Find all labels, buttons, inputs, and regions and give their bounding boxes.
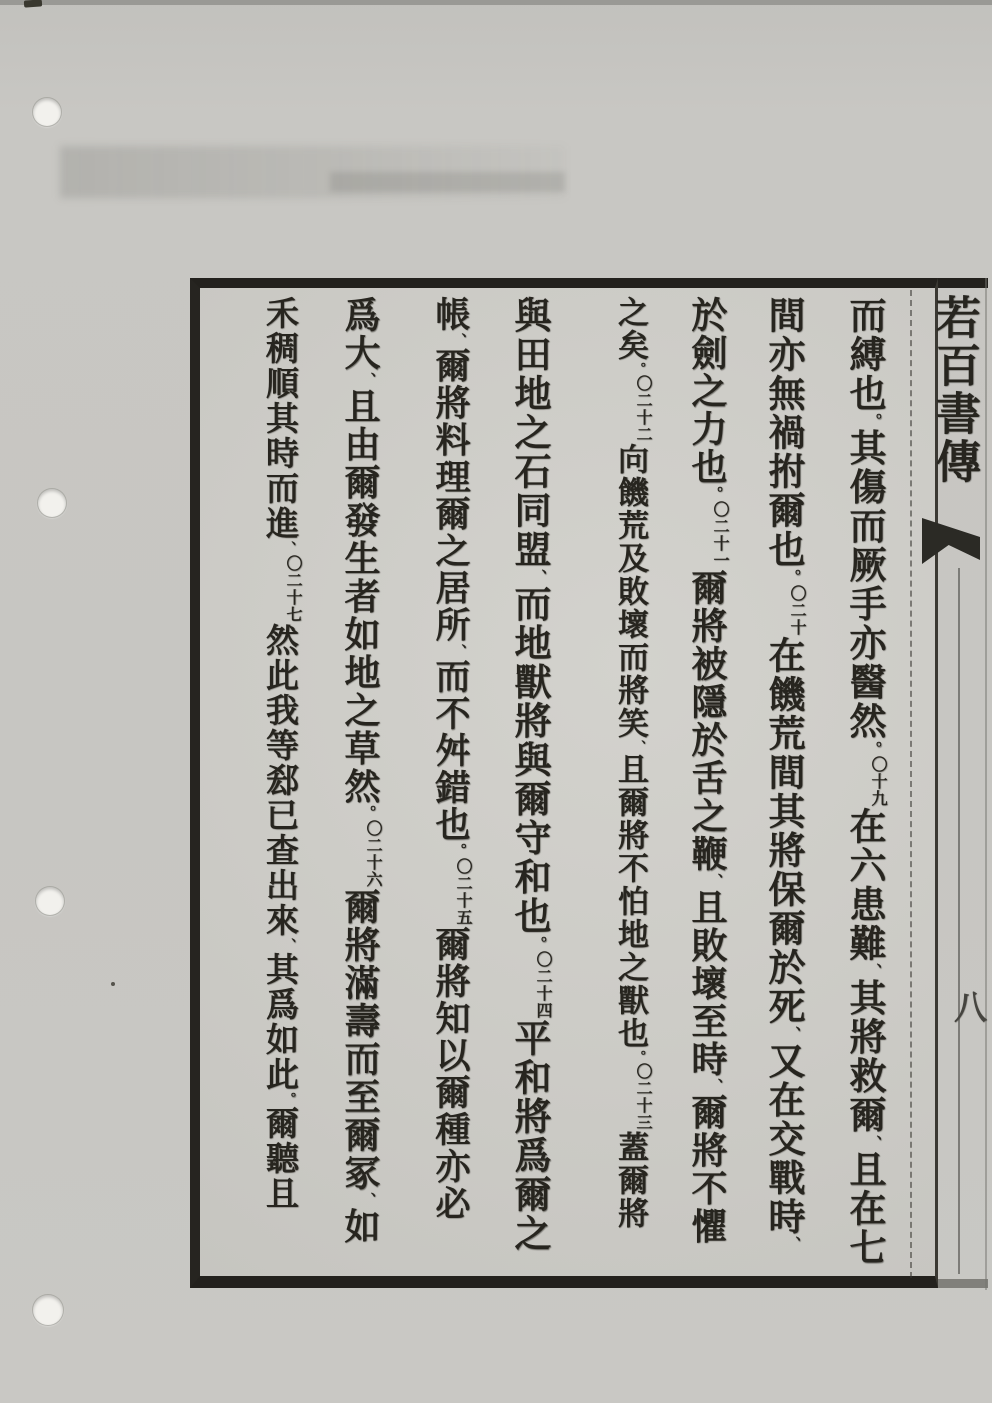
verse-marker: 〇二十三 <box>634 1063 653 1132</box>
punctuation-mark: 、 <box>783 1236 803 1252</box>
punctuation-mark: 、 <box>864 963 884 979</box>
punctuation-mark: 、 <box>450 643 468 659</box>
punctuation-mark: 、 <box>529 569 549 585</box>
verse-text: 平和將爲爾之 <box>508 1019 552 1254</box>
punctuation-mark: 。 <box>864 740 884 757</box>
punctuation-mark: 。 <box>529 935 549 952</box>
punctuation-mark: 、 <box>706 1078 725 1094</box>
verse-text: 爾將知以爾種亦必 <box>430 926 471 1223</box>
text-column-5 <box>498 296 562 1278</box>
verse-marker: 〇二十六 <box>364 820 383 889</box>
text-column-7 <box>328 296 392 1278</box>
verse-text: 爲大、且由爾發生者如地之草然。 <box>339 296 381 821</box>
verse-text: 爾將被隱於舌之鞭、且敗壞至時、爾將不懼 <box>686 569 728 1246</box>
scan-top-edge-shadow <box>0 0 992 5</box>
verse-text: 爾將滿壽而至爾冢、如 <box>339 888 381 1246</box>
page-number: 八 <box>949 990 988 1023</box>
punch-hole-3 <box>36 887 64 915</box>
punctuation-mark: 、 <box>279 541 296 555</box>
verse-text: 蓋爾將 <box>612 1131 648 1231</box>
punctuation-mark: 、 <box>783 1025 803 1042</box>
scan-corner-mark <box>24 0 42 8</box>
punctuation-mark: 。 <box>630 1050 646 1064</box>
verse-text: 與田地之石同盟、而地獸將與爾守和也。 <box>508 296 552 952</box>
punctuation-mark: 。 <box>359 805 378 821</box>
verse-marker: 〇二十 <box>788 584 807 636</box>
verse-text: 間亦無禍拊爾也。 <box>762 296 806 585</box>
punctuation-mark: 。 <box>279 1091 296 1106</box>
punctuation-mark: 、 <box>630 740 646 754</box>
verse-marker: 〇二十五 <box>454 858 473 927</box>
frame-bottom-border-extension <box>938 1279 988 1288</box>
text-column-4 <box>598 296 662 1278</box>
punctuation-mark: 。 <box>450 843 468 859</box>
verse-text: 在饑荒間其將保爾於死、又在交戰時、 <box>762 635 806 1252</box>
verse-text: 帳、爾將料理爾之居所、而不舛錯也。 <box>430 296 471 859</box>
page-fold-edge-line <box>985 278 987 1290</box>
punctuation-mark: 、 <box>279 937 296 952</box>
text-column-3 <box>675 296 739 1278</box>
column-separator-line <box>910 290 912 1278</box>
verse-text: 於劍之力也。 <box>686 296 728 502</box>
punctuation-mark: 、 <box>706 873 725 889</box>
text-column-1 <box>833 296 897 1278</box>
verse-text: 禾稠順其時而進、 <box>261 296 300 555</box>
verse-text: 然此我等郄已查出來、其爲如此。爾聽且 <box>261 622 300 1211</box>
punctuation-mark: 、 <box>450 333 468 348</box>
frame-top-border-extension <box>938 278 988 288</box>
punch-hole-4 <box>33 1295 63 1325</box>
verse-marker: 〇二十四 <box>534 951 553 1020</box>
ink-speck <box>111 982 115 986</box>
punch-hole-1 <box>33 98 61 126</box>
verse-text: 向饑荒及敗壞而將笑、且爾將不怕地之獸也。 <box>612 443 648 1064</box>
verse-text: 在六患難、其將救爾、且在七 <box>843 807 887 1268</box>
text-column-6 <box>418 296 482 1278</box>
verse-marker: 〇二十二 <box>634 375 653 444</box>
punctuation-mark: 、 <box>359 372 378 388</box>
punctuation-mark: 。 <box>864 413 884 429</box>
punctuation-mark: 。 <box>706 486 725 502</box>
punctuation-mark: 。 <box>630 362 646 376</box>
verse-marker: 〇二十一 <box>711 501 730 570</box>
punctuation-mark: 、 <box>359 1192 378 1208</box>
verse-marker: 〇十九 <box>869 756 888 808</box>
verse-text: 而縛也。其傷而厥手亦醫然。 <box>843 296 887 757</box>
scan-smudge-dark <box>330 172 565 192</box>
banxin-center-line <box>958 568 960 1274</box>
text-column-8 <box>248 296 312 1278</box>
punch-hole-2 <box>38 489 66 517</box>
book-title: 若百書傳 <box>928 294 981 486</box>
punctuation-mark: 。 <box>783 569 803 585</box>
verse-marker: 〇二十七 <box>284 554 303 623</box>
verse-text: 之矣。 <box>612 296 648 376</box>
punctuation-mark: 、 <box>864 1134 884 1151</box>
text-column-2 <box>752 296 816 1278</box>
